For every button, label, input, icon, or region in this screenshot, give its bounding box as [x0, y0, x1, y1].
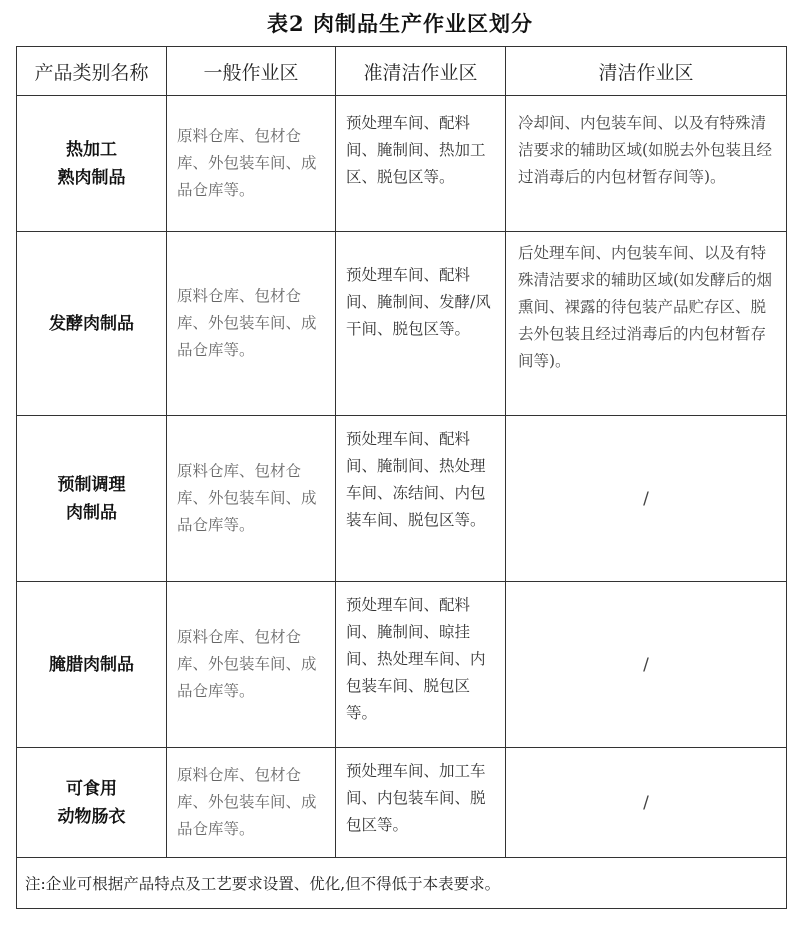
general-zone-cell: 原料仓库、包材仓库、外包装车间、成品仓库等。 [167, 232, 336, 416]
table-row [17, 96, 787, 232]
clean-zone-cell: / [506, 582, 787, 748]
category-line: 预制调理 [57, 474, 126, 495]
category-line: 热加工 [66, 139, 117, 160]
table-row [17, 232, 787, 416]
note-row [17, 858, 787, 909]
header-general-zone: 一般作业区 [167, 47, 336, 96]
table-row [17, 416, 787, 582]
clean-zone-cell: / [506, 416, 787, 582]
category-line: 熟肉制品 [57, 167, 126, 188]
quasi-clean-zone-cell: 预处理车间、配料间、腌制间、热处理车间、冻结间、内包装车间、脱包区等。 [336, 416, 506, 582]
quasi-clean-zone-cell: 预处理车间、配料间、腌制间、热加工区、脱包区等。 [336, 96, 506, 232]
quasi-clean-zone-cell: 预处理车间、配料间、腌制间、发酵/风干间、脱包区等。 [336, 232, 506, 416]
general-zone-cell: 原料仓库、包材仓库、外包装车间、成品仓库等。 [167, 416, 336, 582]
header-clean-zone: 清洁作业区 [506, 47, 787, 96]
quasi-clean-zone-cell: 预处理车间、配料间、腌制间、晾挂间、热处理车间、内包装车间、脱包区等。 [336, 582, 506, 748]
category-cell [17, 748, 167, 858]
category-cell [17, 232, 167, 416]
category-cell [17, 416, 167, 582]
header-category: 产品类别名称 [17, 47, 167, 96]
clean-zone-cell: 冷却间、内包装车间、以及有特殊清洁要求的辅助区域(如脱去外包装且经过消毒后的内包材暂存间等)。 [506, 96, 787, 232]
table-header-row [17, 47, 787, 96]
general-zone-cell: 原料仓库、包材仓库、外包装车间、成品仓库等。 [167, 582, 336, 748]
general-zone-cell: 原料仓库、包材仓库、外包装车间、成品仓库等。 [167, 748, 336, 858]
clean-zone-cell: / [506, 748, 787, 858]
production-zone-table [16, 46, 787, 909]
general-zone-cell: 原料仓库、包材仓库、外包装车间、成品仓库等。 [167, 96, 336, 232]
quasi-clean-zone-cell: 预处理车间、加工车间、内包装车间、脱包区等。 [336, 748, 506, 858]
category-cell [17, 582, 167, 748]
category-line: 可食用 [66, 778, 117, 799]
category-line: 腌腊肉制品 [49, 654, 134, 675]
category-line: 肉制品 [66, 502, 117, 523]
category-cell [17, 96, 167, 232]
header-quasi-clean-zone: 准清洁作业区 [336, 47, 506, 96]
category-line: 动物肠衣 [57, 806, 126, 827]
table-row [17, 748, 787, 858]
table-title: 表2 肉制品生产作业区划分 [267, 11, 533, 36]
table-note: 注:企业可根据产品特点及工艺要求设置、优化,但不得低于本表要求。 [17, 858, 787, 909]
category-line: 发酵肉制品 [49, 313, 134, 334]
clean-zone-cell: 后处理车间、内包装车间、以及有特殊清洁要求的辅助区域(如发酵后的烟熏间、裸露的待包装产品贮存区、脱去外包装且经过消毒后的内包材暂存间等)。 [506, 232, 787, 416]
table-row [17, 582, 787, 748]
